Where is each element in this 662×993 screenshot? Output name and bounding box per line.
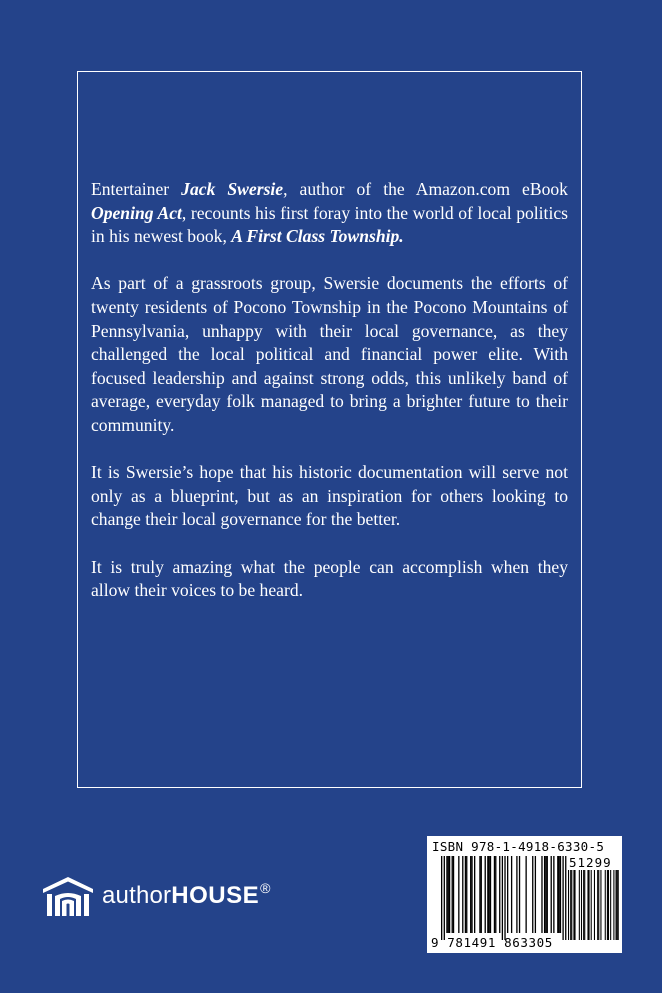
book-title: A First Class Township. [231, 226, 404, 247]
barcode-bar [504, 856, 505, 940]
barcode-bar [453, 856, 454, 933]
addon-bar [608, 870, 609, 940]
barcode-bar [462, 856, 463, 933]
barcode-bar [449, 856, 450, 933]
barcode-bar [471, 856, 472, 933]
barcode-bar [525, 856, 526, 933]
addon-bar [618, 870, 619, 940]
addon-bar [589, 870, 590, 940]
addon-bar [587, 870, 588, 940]
addon-bar [573, 870, 574, 940]
addon-bar [579, 870, 580, 940]
blurb-paragraph-2: As part of a grassroots group, Swersie documents the efforts of twenty residents of Pocono Township in the Pocono Mountains of Pennsylvania, unhappy with their local governance, as they challenged the local political and financial power elite. With focused leadership and against strong odds, this unlikely band of average, everyday folk managed to bring a brighter future to their community. [91, 273, 568, 435]
blurb-paragraph-1: Entertainer Jack Swersie, author of the Amazon.com eBook Opening Act, recounts his first foray into the world of local politics in his newest book, A First Class Township. [91, 179, 568, 247]
addon-bar [600, 870, 601, 940]
blurb-paragraph-4: It is truly amazing what the people can accomplish when they allow their voices to be heard. [91, 556, 568, 601]
barcode-bar [441, 856, 442, 940]
barcode-bar [544, 856, 545, 933]
barcode-bar [465, 856, 466, 933]
barcode-bar [494, 856, 495, 933]
ebook-title: Opening Act [91, 202, 182, 223]
barcode-bar [565, 856, 566, 940]
publisher-logo [40, 874, 271, 918]
barcode-bar [490, 856, 491, 933]
addon-bar [591, 870, 592, 940]
barcode-bar [553, 856, 554, 933]
barcode-bar [485, 856, 486, 933]
blurb-paragraph-3: It is Swersie’s hope that his historic documentation will serve not only as a blueprint, but as an inspiration for others looking to change their local governance for the better. [91, 462, 568, 530]
isbn-label: ISBN 978-1-4918-6330-5 [432, 839, 605, 854]
addon-bar [617, 870, 618, 940]
addon-bar [574, 870, 575, 940]
back-cover-blurb [91, 178, 568, 603]
addon-bar [605, 870, 606, 940]
addon-bar [594, 870, 595, 940]
barcode-bar [487, 856, 488, 933]
publisher-name: authorHOUSE® [102, 880, 271, 909]
barcode-bar [481, 856, 482, 933]
addon-bar [583, 870, 584, 940]
barcode-bar [446, 856, 447, 933]
addon-bar [584, 870, 585, 940]
barcode-bar [535, 856, 536, 933]
ean-digits: 9 781491 863305 [431, 935, 553, 950]
barcode-bar [511, 856, 512, 933]
addon-bar [568, 870, 569, 940]
barcode-bar [474, 856, 475, 933]
barcode-bar [560, 856, 561, 933]
barcode-bar [562, 856, 563, 940]
barcode-bar [458, 856, 459, 933]
barcode-bar [499, 856, 500, 933]
barcode-bar [532, 856, 533, 933]
barcode-bar [495, 856, 496, 933]
barcode-bar [466, 856, 467, 933]
barcode-bar [444, 856, 445, 940]
addon-bar [613, 870, 614, 940]
barcode-bar [507, 856, 508, 933]
addon-bar [571, 870, 572, 940]
barcode-bar [558, 856, 559, 933]
barcode-bar [547, 856, 548, 933]
addon-bar [607, 870, 608, 940]
barcode-bar [545, 856, 546, 933]
author-name: Jack Swersie [181, 179, 284, 199]
barcode-bar [541, 856, 542, 933]
barcode-bar [479, 856, 480, 933]
addon-bar [570, 870, 571, 940]
barcode-bar [551, 856, 552, 933]
barcode-bar [519, 856, 520, 933]
barcode-bar [516, 856, 517, 933]
barcode-bar [448, 856, 449, 933]
barcode-bar [470, 856, 471, 933]
addon-bar [610, 870, 611, 940]
price-code: 51299 [569, 855, 612, 870]
isbn-barcode [427, 836, 622, 953]
addon-bar [581, 870, 582, 940]
barcode-bar [452, 856, 453, 933]
addon-bar [598, 870, 599, 940]
barcode-bar [489, 856, 490, 933]
authorhouse-logo-icon [40, 874, 96, 918]
barcode-bar [557, 856, 558, 933]
addon-bar [597, 870, 598, 940]
barcode-bar [502, 856, 503, 940]
addon-bar [616, 870, 617, 940]
